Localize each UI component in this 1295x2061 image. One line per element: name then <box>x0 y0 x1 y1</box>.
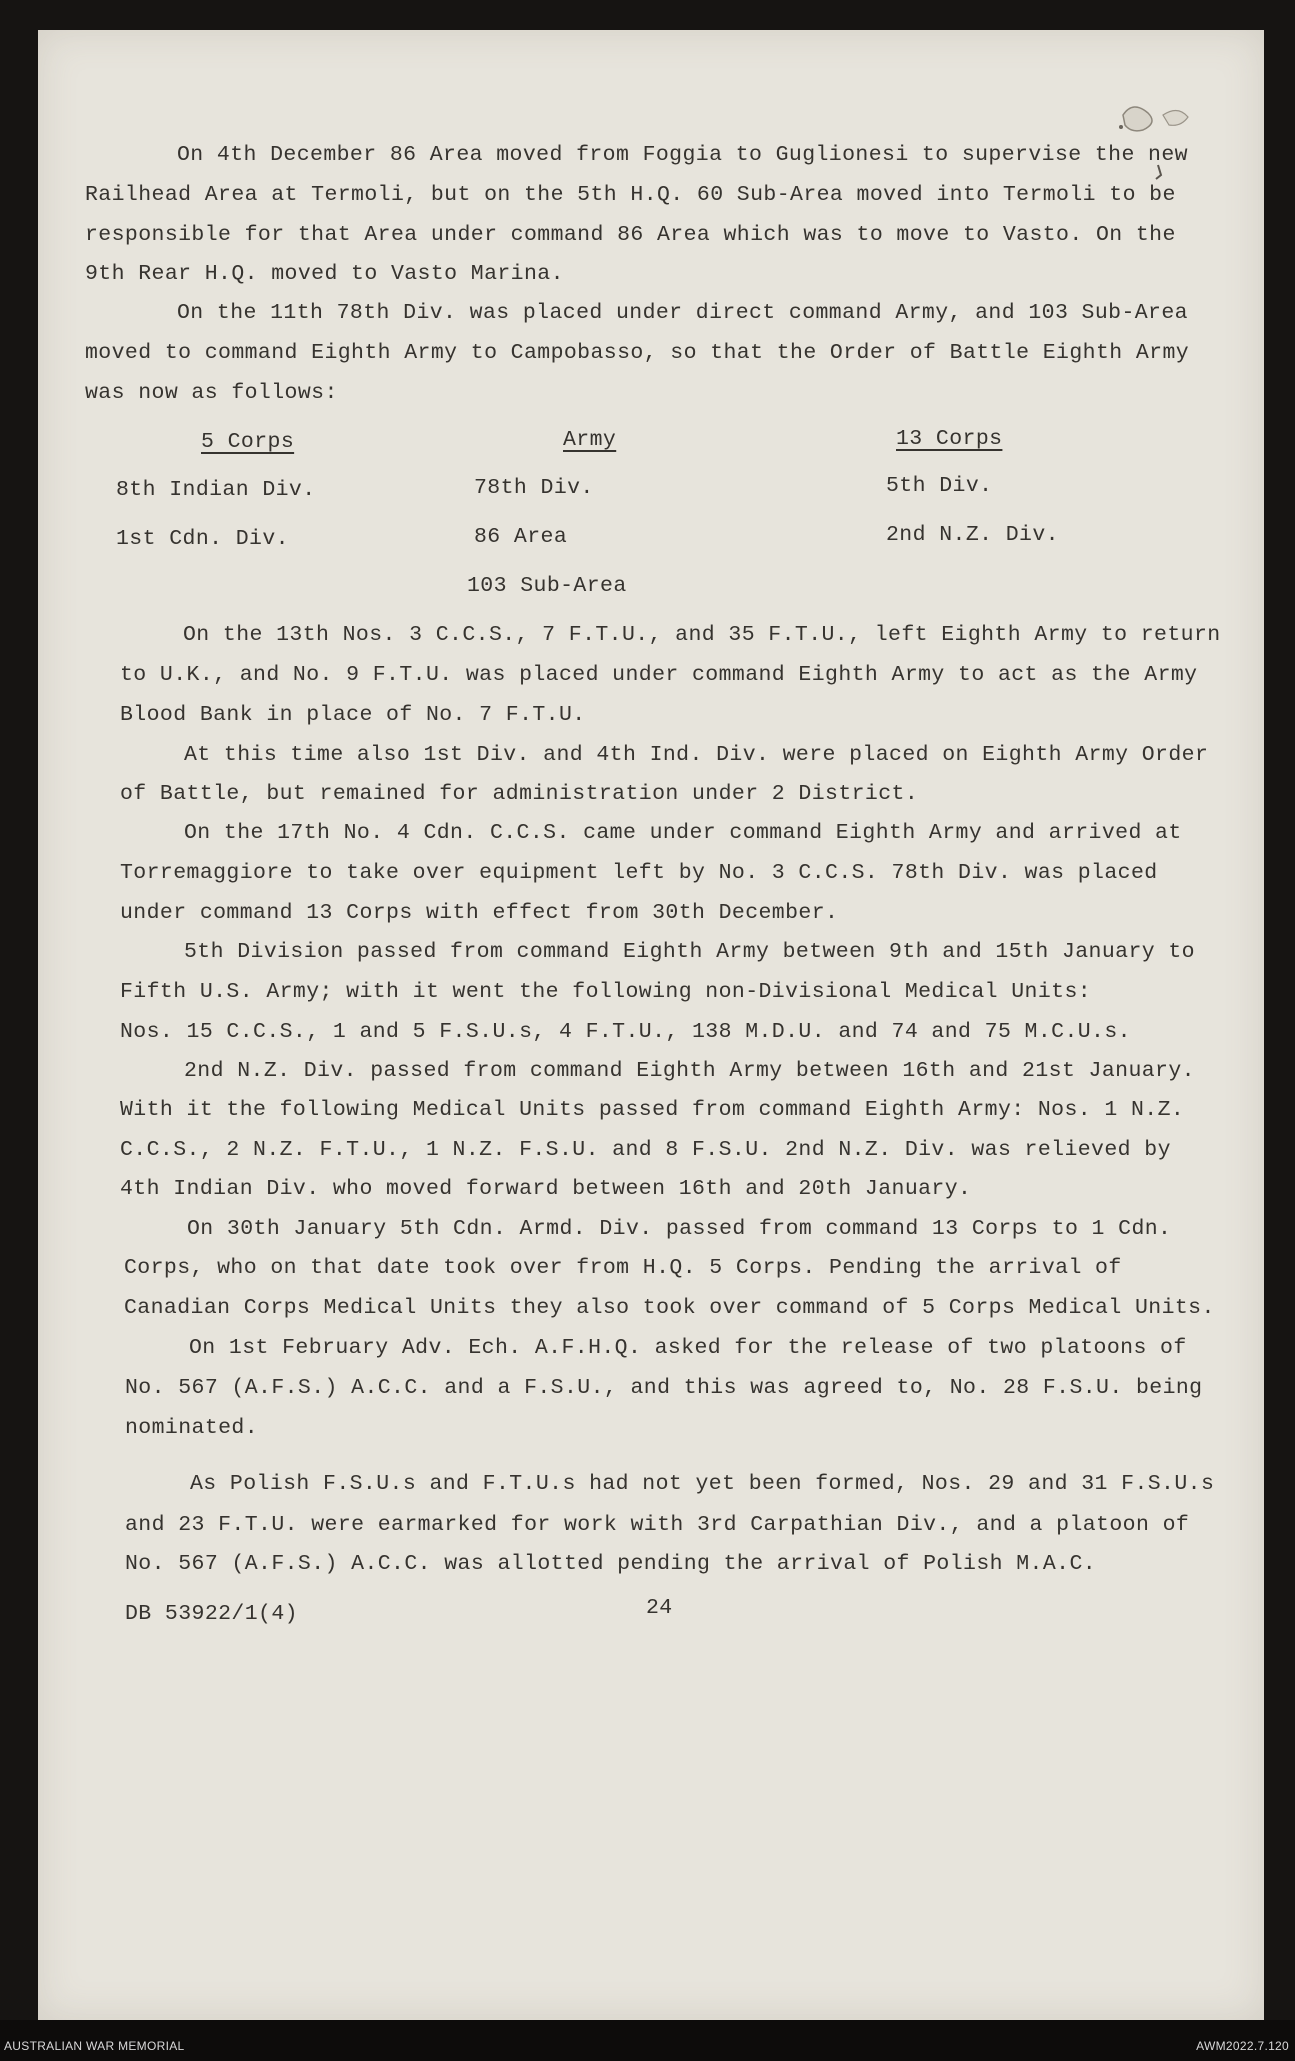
para10-line3: No. 567 (A.F.S.) A.C.C. was allotted pending the arrival of Polish M.A.C. <box>125 1552 1097 1576</box>
para7-line1: 2nd N.Z. Div. passed from command Eighth Army between 16th and 21st January. <box>184 1059 1195 1083</box>
para1-line4: 9th Rear H.Q. moved to Vasto Marina. <box>85 262 564 286</box>
para1-line2: Railhead Area at Termoli, but on the 5th H.Q. 60 Sub-Area moved into Termoli to be <box>85 183 1176 207</box>
para8-line3: Canadian Corps Medical Units they also took over command of 5 Corps Medical Units. <box>124 1296 1215 1320</box>
para6-line2: Fifth U.S. Army; with it went the following non-Divisional Medical Units: <box>120 980 1092 1004</box>
para6-line1: 5th Division passed from command Eighth Army between 9th and 15th January to <box>184 940 1195 964</box>
para7-line3: C.C.S., 2 N.Z. F.T.U., 1 N.Z. F.S.U. and 8 F.S.U. 2nd N.Z. Div. was relieved by <box>120 1138 1171 1162</box>
para8-line1: On 30th January 5th Cdn. Armd. Div. passed from command 13 Corps to 1 Cdn. <box>187 1217 1172 1241</box>
para3-line1: On the 13th Nos. 3 C.C.S., 7 F.T.U., and 35 F.T.U., left Eighth Army to return <box>183 623 1221 647</box>
oob-army-item: 86 Area <box>474 525 568 549</box>
paper-damage-mark <box>1103 75 1223 195</box>
oob-5-corps-item: 8th Indian Div. <box>116 478 316 502</box>
para4-line1: At this time also 1st Div. and 4th Ind. Div. were placed on Eighth Army Order <box>184 743 1209 767</box>
page-number: 24 <box>646 1596 673 1620</box>
para7-line4: 4th Indian Div. who moved forward between 16th and 20th January. <box>120 1177 972 1201</box>
oob-army-item: 78th Div. <box>474 476 594 500</box>
para9-line2: No. 567 (A.F.S.) A.C.C. and a F.S.U., and this was agreed to, No. 28 F.S.U. being <box>125 1376 1203 1400</box>
para2-line2: moved to command Eighth Army to Campobasso, so that the Order of Battle Eighth Army <box>85 341 1190 365</box>
oob-header-5-corps: 5 Corps <box>201 430 295 454</box>
document-reference: DB 53922/1(4) <box>125 1602 298 1626</box>
para5-line2: Torremaggiore to take over equipment left by No. 3 C.C.S. 78th Div. was placed <box>120 861 1158 885</box>
para2-line3: was now as follows: <box>85 381 338 405</box>
para9-line3: nominated. <box>125 1416 259 1440</box>
para5-line1: On the 17th No. 4 Cdn. C.C.S. came under command Eighth Army and arrived at <box>184 821 1182 845</box>
oob-header-army: Army <box>563 428 617 452</box>
para3-line3: Blood Bank in place of No. 7 F.T.U. <box>120 703 586 727</box>
para4-line2: of Battle, but remained for administration under 2 District. <box>120 782 919 806</box>
footer-institution: AUSTRALIAN WAR MEMORIAL <box>4 2039 185 2053</box>
para1-line3: responsible for that Area under command 86 Area which was to move to Vasto. On the <box>85 223 1176 247</box>
para9-line1: On 1st February Adv. Ech. A.F.H.Q. asked for the release of two platoons of <box>189 1336 1187 1360</box>
oob-13-corps-item: 2nd N.Z. Div. <box>886 523 1059 547</box>
para2-line1: On the 11th 78th Div. was placed under direct command Army, and 103 Sub-Area <box>177 301 1188 325</box>
footer-bar <box>0 2020 1295 2061</box>
para1-line1: On 4th December 86 Area moved from Foggia to Guglionesi to supervise the new <box>177 143 1188 167</box>
para8-line2: Corps, who on that date took over from H.Q. 5 Corps. Pending the arrival of <box>124 1256 1122 1280</box>
para10-line1: As Polish F.S.U.s and F.T.U.s had not yet been formed, Nos. 29 and 31 F.S.U.s <box>190 1472 1215 1496</box>
para5-line3: under command 13 Corps with effect from 30th December. <box>120 901 839 925</box>
para3-line2: to U.K., and No. 9 F.T.U. was placed under command Eighth Army to act as the Army <box>120 663 1198 687</box>
para10-line2: and 23 F.T.U. were earmarked for work with 3rd Carpathian Div., and a platoon of <box>125 1513 1190 1537</box>
oob-5-corps-item: 1st Cdn. Div. <box>116 527 289 551</box>
oob-header-13-corps: 13 Corps <box>896 427 1003 451</box>
para6-line3: Nos. 15 C.C.S., 1 and 5 F.S.U.s, 4 F.T.U., 138 M.D.U. and 74 and 75 M.C.U.s. <box>120 1020 1131 1044</box>
document-page <box>38 30 1264 2020</box>
footer-item-id: AWM2022.7.120 <box>1196 2039 1289 2053</box>
oob-army-item: 103 Sub-Area <box>467 574 627 598</box>
para7-line2: With it the following Medical Units passed from command Eighth Army: Nos. 1 N.Z. <box>120 1098 1185 1122</box>
oob-13-corps-item: 5th Div. <box>886 474 993 498</box>
